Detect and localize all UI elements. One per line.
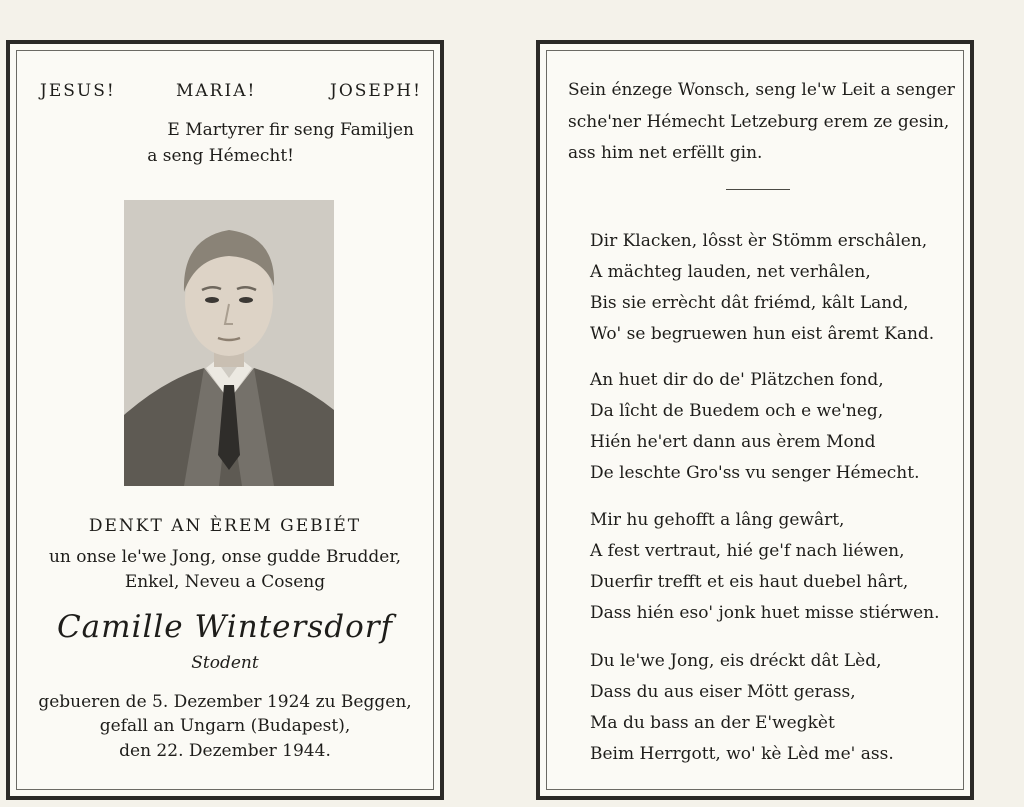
verse-line: Bis sie errècht dât friémd, kâlt Land, [590, 293, 909, 313]
remembrance-line: Enkel, Neveu a Coseng [124, 572, 326, 592]
verse-line: A mächteg lauden, net verhâlen, [590, 262, 871, 282]
invocation-maria: MARIA! [176, 81, 257, 101]
intro-line: sche'ner Hémecht Letzeburg erem ze gesin, [568, 112, 950, 132]
memorial-card-front [6, 40, 444, 800]
memorial-card-back [536, 40, 974, 800]
verse-line: Mir hu gehofft a lâng gewârt, [590, 510, 845, 530]
remembrance-title: DENKT AN ÈREM GEBIÉT [88, 516, 362, 536]
verse-line: Duerfir trefft et eis haut duebel hârt, [590, 572, 909, 592]
deceased-name: Camille Wintersdorf [56, 609, 394, 645]
intro-line: ass him net erfëllt gin. [568, 143, 763, 163]
verse-line: Dir Klacken, lôsst èr Stömm erschâlen, [590, 231, 928, 251]
verse-line: Beim Herrgott, wo' kè Lèd me' ass. [590, 744, 894, 764]
life-dates-line: gefall an Ungarn (Budapest), [99, 716, 351, 736]
martyr-line: a seng Hémecht! [147, 146, 294, 166]
invocation-joseph: JOSEPH! [330, 81, 422, 101]
verse-line: Ma du bass an der E'wegkèt [590, 713, 835, 733]
deceased-role: Stodent [191, 653, 259, 673]
verse-line: De leschte Gro'ss vu senger Hémecht. [590, 463, 920, 483]
intro-line: Sein énzege Wonsch, seng le'w Leit a senger [568, 80, 955, 100]
section-divider [726, 189, 790, 190]
martyr-line: E Martyrer fir seng Familjen [167, 120, 414, 140]
portrait-illustration [124, 200, 334, 486]
verse-line: Wo' se begruewen hun eist âremt Kand. [590, 324, 935, 344]
portrait-photo [124, 200, 334, 486]
life-dates-line: gebueren de 5. Dezember 1924 zu Beggen, [38, 692, 412, 712]
verse-line: An huet dir do de' Plätzchen fond, [590, 370, 884, 390]
verse-line: A fest vertraut, hié ge'f nach liéwen, [590, 541, 905, 561]
verse-line: Hién he'ert dann aus èrem Mond [590, 432, 876, 452]
verse-line: Da lîcht de Buedem och e we'neg, [590, 401, 884, 421]
remembrance-line: un onse le'we Jong, onse gudde Brudder, [48, 547, 402, 567]
verse-line: Dass hién eso' jonk huet misse stiérwen. [590, 603, 940, 623]
invocation-jesus: JESUS! [40, 81, 116, 101]
verse-line: Du le'we Jong, eis dréckt dât Lèd, [590, 651, 882, 671]
life-dates-line: den 22. Dezember 1944. [119, 741, 331, 761]
verse-line: Dass du aus eiser Mött gerass, [590, 682, 856, 702]
